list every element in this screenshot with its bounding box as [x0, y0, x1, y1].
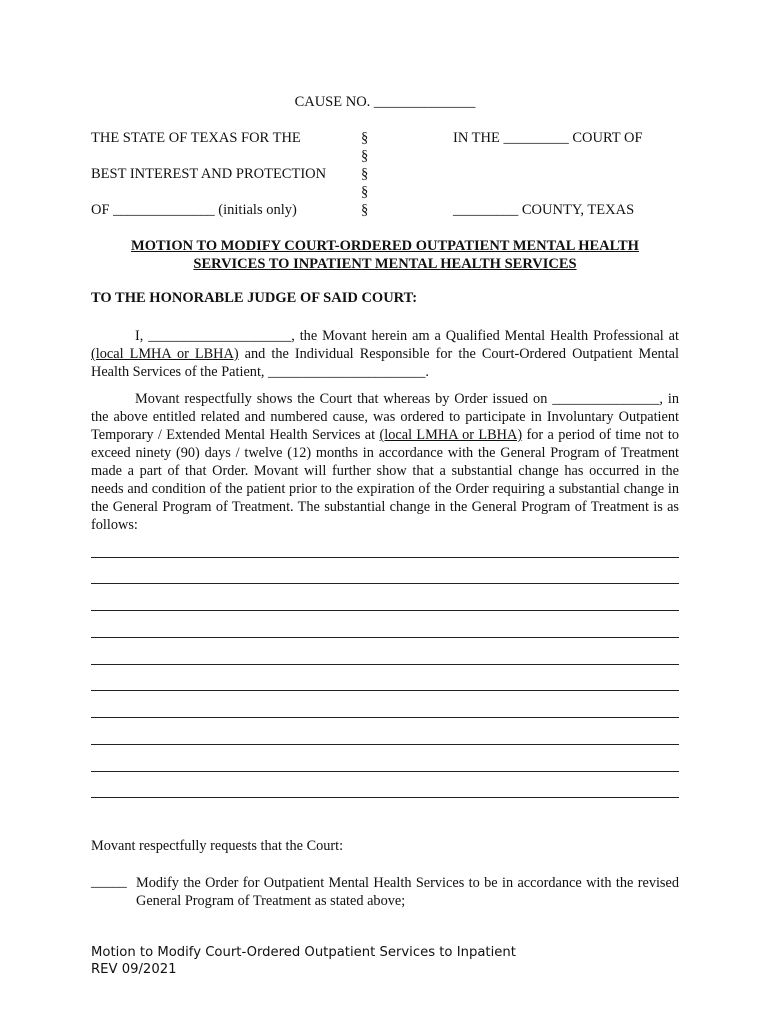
salutation: TO THE HONORABLE JUDGE OF SAID COURT:: [91, 290, 418, 306]
paragraph-text: and the Individual Responsible for the Court-Ordered Outpatient Mental Health Services of the Patient, ______________________.: [91, 346, 679, 380]
footer-title: Motion to Modify Court-Ordered Outpatient Services to Inpatient: [91, 945, 516, 960]
option-checkbox-blank[interactable]: _____: [91, 874, 127, 890]
caption-county: _________ COUNTY, TEXAS: [453, 202, 635, 218]
section-symbol: §: [361, 148, 369, 164]
order-history-paragraph: [91, 390, 679, 534]
title-line-2: SERVICES TO INPATIENT MENTAL HEALTH SERVICES: [193, 256, 577, 272]
caption-court: IN THE _________ COURT OF: [453, 130, 643, 146]
paragraph-text: I, ____________________, the Movant herein am a Qualified Mental Health Professional at: [135, 328, 679, 344]
option-modify-order-text: Modify the Order for Outpatient Mental Health Services to be in accordance with the revised General Program of Treatment as stated above;: [136, 875, 679, 909]
lmha-lbha-field: (local LMHA or LBHA): [91, 346, 239, 362]
movant-statement-paragraph: [91, 327, 679, 381]
fill-in-line[interactable]: [91, 690, 679, 691]
caption-left-line-1: THE STATE OF TEXAS FOR THE: [91, 130, 301, 146]
fill-in-line[interactable]: [91, 744, 679, 745]
fill-in-line[interactable]: [91, 610, 679, 611]
fill-in-line[interactable]: [91, 717, 679, 718]
section-symbol: §: [361, 184, 369, 200]
footer-revision: REV 09/2021: [91, 962, 177, 977]
document-title: [91, 237, 679, 273]
section-symbol: §: [361, 130, 369, 146]
page-footer: [91, 944, 516, 978]
title-line-1: MOTION TO MODIFY COURT-ORDERED OUTPATIENT MENTAL HEALTH: [131, 238, 639, 254]
fill-in-line[interactable]: [91, 637, 679, 638]
paragraph-text: for a period of time not to exceed ninety (90) days / twelve (12) months in accordance with the General Program of Treatment made a part of that Order. Movant will further show that a substantial change has occurred in the needs and condition of the patient prior to the expiration of the Order requiring a substantial change in the General Program of Treatment. The substantial change in the General Program of Treatment is as follows:: [91, 427, 679, 533]
fill-in-line[interactable]: [91, 771, 679, 772]
requests-heading: Movant respectfully requests that the Court:: [91, 838, 344, 854]
fill-in-line[interactable]: [91, 797, 679, 798]
section-symbol: §: [361, 166, 369, 182]
paragraph-text: Movant respectfully shows the Court that whereas by Order issued on _______________, in the above entitled related and numbered cause, was ordered to participate in Involuntary Outpatient Temporary / Extended Mental Health Services at: [91, 391, 679, 443]
fill-in-line[interactable]: [91, 664, 679, 665]
caption-left-line-2: BEST INTEREST AND PROTECTION: [91, 166, 327, 182]
cause-number: CAUSE NO. ______________: [294, 94, 476, 110]
fill-in-line[interactable]: [91, 557, 679, 558]
lmha-lbha-field: (local LMHA or LBHA): [379, 427, 523, 443]
fill-in-line[interactable]: [91, 583, 679, 584]
section-symbol: §: [361, 202, 369, 218]
caption-left-line-3: OF ______________ (initials only): [91, 202, 297, 218]
